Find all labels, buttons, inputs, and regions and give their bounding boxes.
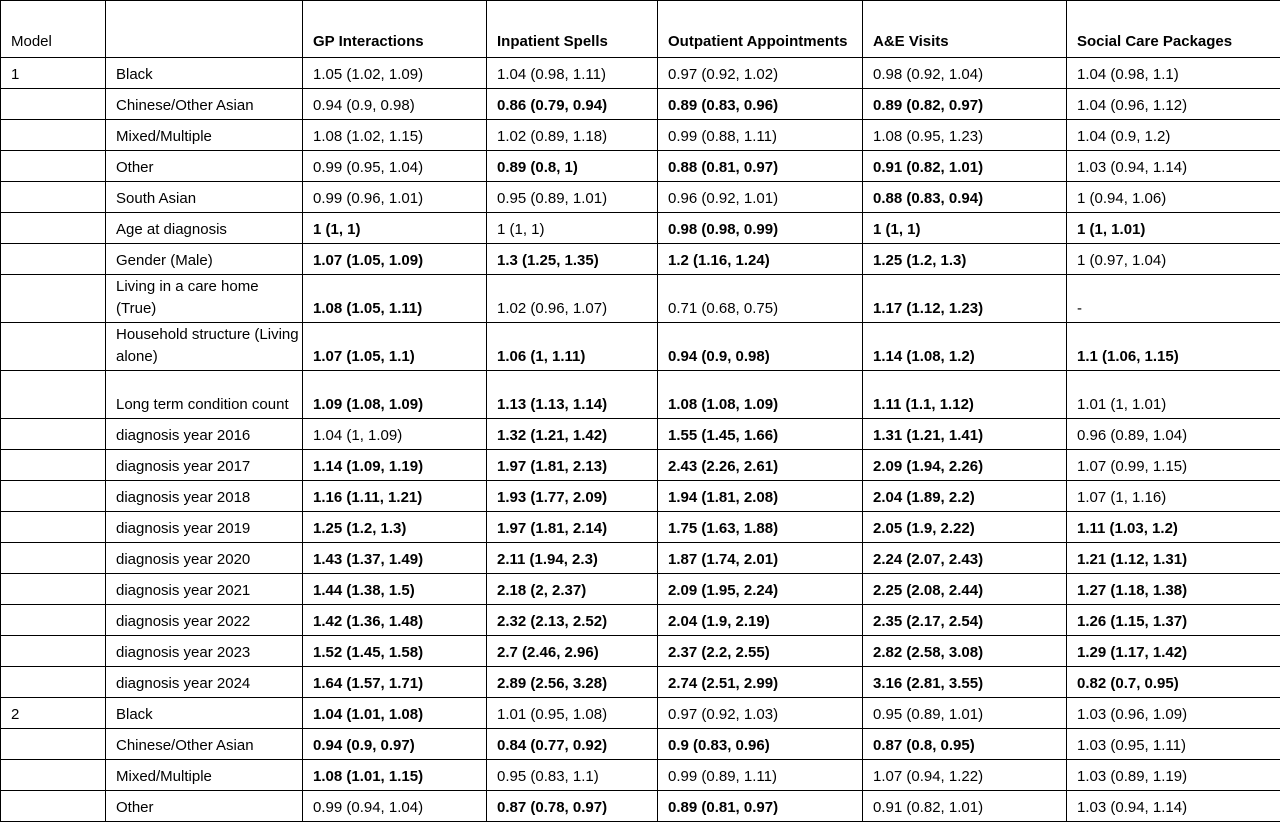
model-cell bbox=[1, 667, 106, 698]
variable-label: diagnosis year 2024 bbox=[106, 667, 303, 698]
header-inpatient-spells: Inpatient Spells bbox=[487, 1, 658, 58]
estimate-cell: 0.94 (0.9, 0.97) bbox=[303, 729, 487, 760]
estimate-cell: 1.17 (1.12, 1.23) bbox=[863, 275, 1067, 323]
table-row bbox=[1, 275, 1280, 323]
estimate-cell: 3.16 (2.81, 3.55) bbox=[863, 667, 1067, 698]
model-cell bbox=[1, 371, 106, 419]
header-outpatient-appointments: Outpatient Appointments bbox=[658, 1, 863, 58]
estimate-cell: 1.07 (1, 1.16) bbox=[1067, 481, 1280, 512]
model-cell bbox=[1, 213, 106, 244]
variable-label: Black bbox=[106, 698, 303, 729]
estimate-cell: 0.87 (0.8, 0.95) bbox=[863, 729, 1067, 760]
header-row bbox=[1, 1, 1280, 58]
model-cell bbox=[1, 543, 106, 574]
estimate-cell: 2.18 (2, 2.37) bbox=[487, 574, 658, 605]
estimate-cell: 0.71 (0.68, 0.75) bbox=[658, 275, 863, 323]
table-row bbox=[1, 667, 1280, 698]
estimate-cell: 0.96 (0.89, 1.04) bbox=[1067, 419, 1280, 450]
table-row bbox=[1, 543, 1280, 574]
estimate-cell: 1.04 (0.98, 1.11) bbox=[487, 58, 658, 89]
estimate-cell: 1.44 (1.38, 1.5) bbox=[303, 574, 487, 605]
estimate-cell: 1.55 (1.45, 1.66) bbox=[658, 419, 863, 450]
estimate-cell: 1.03 (0.96, 1.09) bbox=[1067, 698, 1280, 729]
estimate-cell: 1.03 (0.94, 1.14) bbox=[1067, 151, 1280, 182]
estimate-cell: 0.91 (0.82, 1.01) bbox=[863, 151, 1067, 182]
estimate-cell: 1.14 (1.09, 1.19) bbox=[303, 450, 487, 481]
estimate-cell: 1.01 (0.95, 1.08) bbox=[487, 698, 658, 729]
variable-label: Other bbox=[106, 791, 303, 822]
estimate-cell: 0.89 (0.81, 0.97) bbox=[658, 791, 863, 822]
estimate-cell: 1.04 (1.01, 1.08) bbox=[303, 698, 487, 729]
model-cell bbox=[1, 605, 106, 636]
estimate-cell: 0.88 (0.81, 0.97) bbox=[658, 151, 863, 182]
model-cell: 1 bbox=[1, 58, 106, 89]
table-row bbox=[1, 120, 1280, 151]
estimate-cell: 0.9 (0.83, 0.96) bbox=[658, 729, 863, 760]
variable-label: Mixed/Multiple bbox=[106, 760, 303, 791]
model-cell bbox=[1, 419, 106, 450]
table-row bbox=[1, 481, 1280, 512]
header-gp-interactions: GP Interactions bbox=[303, 1, 487, 58]
estimate-cell: 2.89 (2.56, 3.28) bbox=[487, 667, 658, 698]
estimate-cell: 1.07 (0.99, 1.15) bbox=[1067, 450, 1280, 481]
estimate-cell: 1.16 (1.11, 1.21) bbox=[303, 481, 487, 512]
estimate-cell: 2.05 (1.9, 2.22) bbox=[863, 512, 1067, 543]
estimate-cell: 0.94 (0.9, 0.98) bbox=[658, 323, 863, 371]
estimate-cell: 1.07 (1.05, 1.1) bbox=[303, 323, 487, 371]
estimate-cell: 1.26 (1.15, 1.37) bbox=[1067, 605, 1280, 636]
estimate-cell: 0.98 (0.92, 1.04) bbox=[863, 58, 1067, 89]
estimate-cell: 1.04 (0.98, 1.1) bbox=[1067, 58, 1280, 89]
estimate-cell: 1.31 (1.21, 1.41) bbox=[863, 419, 1067, 450]
variable-label: Household structure (Living alone) bbox=[106, 323, 303, 371]
table-row bbox=[1, 419, 1280, 450]
estimate-cell: 0.91 (0.82, 1.01) bbox=[863, 791, 1067, 822]
table-row bbox=[1, 371, 1280, 419]
estimate-cell: 1.13 (1.13, 1.14) bbox=[487, 371, 658, 419]
estimate-cell: 0.89 (0.83, 0.96) bbox=[658, 89, 863, 120]
estimate-cell: 1.08 (1.02, 1.15) bbox=[303, 120, 487, 151]
estimate-cell: 0.97 (0.92, 1.03) bbox=[658, 698, 863, 729]
estimate-cell: 0.95 (0.89, 1.01) bbox=[487, 182, 658, 213]
model-cell bbox=[1, 275, 106, 323]
estimate-cell: 1.25 (1.2, 1.3) bbox=[863, 244, 1067, 275]
estimate-cell: 2.04 (1.9, 2.19) bbox=[658, 605, 863, 636]
table-row bbox=[1, 244, 1280, 275]
estimate-cell: 1.04 (0.9, 1.2) bbox=[1067, 120, 1280, 151]
estimate-cell: 0.87 (0.78, 0.97) bbox=[487, 791, 658, 822]
estimate-cell: 2.32 (2.13, 2.52) bbox=[487, 605, 658, 636]
estimate-cell: 1.04 (0.96, 1.12) bbox=[1067, 89, 1280, 120]
estimate-cell: 1 (0.97, 1.04) bbox=[1067, 244, 1280, 275]
estimate-cell: 1.87 (1.74, 2.01) bbox=[658, 543, 863, 574]
estimate-cell: 1 (1, 1) bbox=[487, 213, 658, 244]
model-cell bbox=[1, 512, 106, 543]
header-ae-visits: A&E Visits bbox=[863, 1, 1067, 58]
estimate-cell: 1.43 (1.37, 1.49) bbox=[303, 543, 487, 574]
header-variable bbox=[106, 1, 303, 58]
estimate-cell: 0.98 (0.98, 0.99) bbox=[658, 213, 863, 244]
estimate-cell: 1.42 (1.36, 1.48) bbox=[303, 605, 487, 636]
estimate-cell: 1 (0.94, 1.06) bbox=[1067, 182, 1280, 213]
variable-label: Other bbox=[106, 151, 303, 182]
variable-label: South Asian bbox=[106, 182, 303, 213]
table-row bbox=[1, 574, 1280, 605]
estimate-cell: 1.93 (1.77, 2.09) bbox=[487, 481, 658, 512]
variable-label: diagnosis year 2022 bbox=[106, 605, 303, 636]
estimate-cell: 1.08 (1.08, 1.09) bbox=[658, 371, 863, 419]
estimate-cell: 1.32 (1.21, 1.42) bbox=[487, 419, 658, 450]
estimate-cell: 1.97 (1.81, 2.14) bbox=[487, 512, 658, 543]
header-model: Model bbox=[1, 1, 106, 58]
header-social-care-packages: Social Care Packages bbox=[1067, 1, 1280, 58]
variable-label: Mixed/Multiple bbox=[106, 120, 303, 151]
model-cell bbox=[1, 791, 106, 822]
table-row bbox=[1, 729, 1280, 760]
model-cell bbox=[1, 323, 106, 371]
estimate-cell: 2.11 (1.94, 2.3) bbox=[487, 543, 658, 574]
estimate-cell: 1.1 (1.06, 1.15) bbox=[1067, 323, 1280, 371]
variable-label: diagnosis year 2023 bbox=[106, 636, 303, 667]
model-cell bbox=[1, 574, 106, 605]
variable-label: diagnosis year 2020 bbox=[106, 543, 303, 574]
estimate-cell: 1.05 (1.02, 1.09) bbox=[303, 58, 487, 89]
model-cell bbox=[1, 151, 106, 182]
model-cell bbox=[1, 481, 106, 512]
variable-label: diagnosis year 2016 bbox=[106, 419, 303, 450]
variable-label: diagnosis year 2021 bbox=[106, 574, 303, 605]
table-row bbox=[1, 450, 1280, 481]
estimate-cell: 0.89 (0.82, 0.97) bbox=[863, 89, 1067, 120]
variable-label: diagnosis year 2018 bbox=[106, 481, 303, 512]
estimate-cell: 2.24 (2.07, 2.43) bbox=[863, 543, 1067, 574]
estimate-cell: 0.99 (0.96, 1.01) bbox=[303, 182, 487, 213]
estimate-cell: 2.82 (2.58, 3.08) bbox=[863, 636, 1067, 667]
estimate-cell: 1.01 (1, 1.01) bbox=[1067, 371, 1280, 419]
estimate-cell: 0.95 (0.83, 1.1) bbox=[487, 760, 658, 791]
model-cell bbox=[1, 760, 106, 791]
estimate-cell: 0.97 (0.92, 1.02) bbox=[658, 58, 863, 89]
estimate-cell: 0.94 (0.9, 0.98) bbox=[303, 89, 487, 120]
model-cell bbox=[1, 120, 106, 151]
variable-label: Chinese/Other Asian bbox=[106, 729, 303, 760]
table-row bbox=[1, 151, 1280, 182]
estimate-cell: 2.37 (2.2, 2.55) bbox=[658, 636, 863, 667]
estimate-cell: 1.94 (1.81, 2.08) bbox=[658, 481, 863, 512]
model-cell bbox=[1, 244, 106, 275]
estimate-cell: 1.03 (0.94, 1.14) bbox=[1067, 791, 1280, 822]
estimate-cell: 0.88 (0.83, 0.94) bbox=[863, 182, 1067, 213]
estimate-cell: 1.02 (0.96, 1.07) bbox=[487, 275, 658, 323]
estimate-cell: 0.82 (0.7, 0.95) bbox=[1067, 667, 1280, 698]
estimate-cell: 1.04 (1, 1.09) bbox=[303, 419, 487, 450]
table-row bbox=[1, 323, 1280, 371]
estimate-cell: 1.09 (1.08, 1.09) bbox=[303, 371, 487, 419]
variable-label: Long term condition count bbox=[106, 371, 303, 419]
table-row bbox=[1, 605, 1280, 636]
estimate-cell: 0.99 (0.88, 1.11) bbox=[658, 120, 863, 151]
estimate-cell: 2.35 (2.17, 2.54) bbox=[863, 605, 1067, 636]
model-cell bbox=[1, 182, 106, 213]
table-row bbox=[1, 58, 1280, 89]
table-row bbox=[1, 636, 1280, 667]
variable-label: Chinese/Other Asian bbox=[106, 89, 303, 120]
variable-label: diagnosis year 2017 bbox=[106, 450, 303, 481]
estimate-cell: 0.89 (0.8, 1) bbox=[487, 151, 658, 182]
estimate-cell: 0.86 (0.79, 0.94) bbox=[487, 89, 658, 120]
estimate-cell: 1.14 (1.08, 1.2) bbox=[863, 323, 1067, 371]
model-cell bbox=[1, 636, 106, 667]
estimate-cell: 1.27 (1.18, 1.38) bbox=[1067, 574, 1280, 605]
estimate-cell: 1.11 (1.03, 1.2) bbox=[1067, 512, 1280, 543]
estimate-cell: 1.02 (0.89, 1.18) bbox=[487, 120, 658, 151]
table-row bbox=[1, 512, 1280, 543]
estimate-cell: 2.09 (1.94, 2.26) bbox=[863, 450, 1067, 481]
estimate-cell: 0.96 (0.92, 1.01) bbox=[658, 182, 863, 213]
estimate-cell: 1 (1, 1) bbox=[863, 213, 1067, 244]
model-cell bbox=[1, 89, 106, 120]
table-row bbox=[1, 213, 1280, 244]
estimate-cell: 2.09 (1.95, 2.24) bbox=[658, 574, 863, 605]
model-cell bbox=[1, 729, 106, 760]
estimate-cell: 1.08 (1.01, 1.15) bbox=[303, 760, 487, 791]
estimate-cell: 1.03 (0.95, 1.11) bbox=[1067, 729, 1280, 760]
estimate-cell: 1.97 (1.81, 2.13) bbox=[487, 450, 658, 481]
estimate-cell: 1.2 (1.16, 1.24) bbox=[658, 244, 863, 275]
model-cell bbox=[1, 450, 106, 481]
estimate-cell: 1.03 (0.89, 1.19) bbox=[1067, 760, 1280, 791]
estimate-cell: - bbox=[1067, 275, 1280, 323]
estimate-cell: 2.25 (2.08, 2.44) bbox=[863, 574, 1067, 605]
estimate-cell: 1.08 (1.05, 1.11) bbox=[303, 275, 487, 323]
estimate-cell: 1.07 (0.94, 1.22) bbox=[863, 760, 1067, 791]
table-row bbox=[1, 791, 1280, 822]
estimate-cell: 0.99 (0.94, 1.04) bbox=[303, 791, 487, 822]
model-cell: 2 bbox=[1, 698, 106, 729]
estimate-cell: 1.64 (1.57, 1.71) bbox=[303, 667, 487, 698]
estimate-cell: 0.99 (0.95, 1.04) bbox=[303, 151, 487, 182]
estimate-cell: 1.75 (1.63, 1.88) bbox=[658, 512, 863, 543]
estimate-cell: 1 (1, 1) bbox=[303, 213, 487, 244]
table-row bbox=[1, 760, 1280, 791]
table-body bbox=[1, 58, 1280, 822]
estimate-cell: 1.29 (1.17, 1.42) bbox=[1067, 636, 1280, 667]
table-row bbox=[1, 89, 1280, 120]
estimate-cell: 1.11 (1.1, 1.12) bbox=[863, 371, 1067, 419]
variable-label: Living in a care home (True) bbox=[106, 275, 303, 323]
estimate-cell: 2.43 (2.26, 2.61) bbox=[658, 450, 863, 481]
estimate-cell: 1.21 (1.12, 1.31) bbox=[1067, 543, 1280, 574]
estimate-cell: 1 (1, 1.01) bbox=[1067, 213, 1280, 244]
estimate-cell: 1.3 (1.25, 1.35) bbox=[487, 244, 658, 275]
variable-label: Black bbox=[106, 58, 303, 89]
estimate-cell: 2.74 (2.51, 2.99) bbox=[658, 667, 863, 698]
estimate-cell: 1.08 (0.95, 1.23) bbox=[863, 120, 1067, 151]
variable-label: diagnosis year 2019 bbox=[106, 512, 303, 543]
estimate-cell: 1.52 (1.45, 1.58) bbox=[303, 636, 487, 667]
table-row bbox=[1, 698, 1280, 729]
estimate-cell: 1.06 (1, 1.11) bbox=[487, 323, 658, 371]
variable-label: Gender (Male) bbox=[106, 244, 303, 275]
variable-label: Age at diagnosis bbox=[106, 213, 303, 244]
estimate-cell: 2.7 (2.46, 2.96) bbox=[487, 636, 658, 667]
estimate-cell: 2.04 (1.89, 2.2) bbox=[863, 481, 1067, 512]
estimate-cell: 1.07 (1.05, 1.09) bbox=[303, 244, 487, 275]
estimate-cell: 0.95 (0.89, 1.01) bbox=[863, 698, 1067, 729]
estimate-cell: 1.25 (1.2, 1.3) bbox=[303, 512, 487, 543]
estimate-cell: 0.84 (0.77, 0.92) bbox=[487, 729, 658, 760]
table-row bbox=[1, 182, 1280, 213]
estimate-cell: 0.99 (0.89, 1.11) bbox=[658, 760, 863, 791]
